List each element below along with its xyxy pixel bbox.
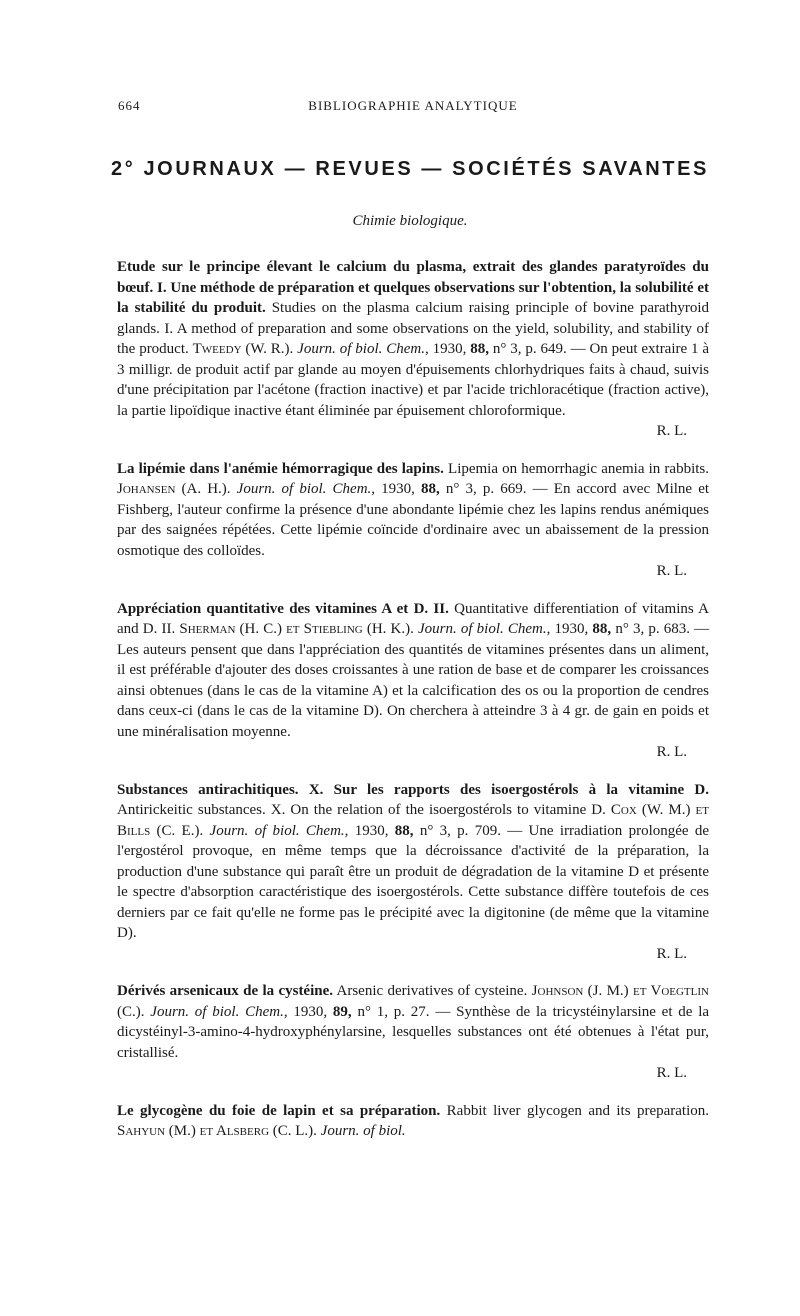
journal-name: Journ. of biol. Chem., — [209, 822, 349, 839]
abstract-text: — Les auteurs pensent que dans l'appréciation des quantités de vitamines présentes dans un aliment, il est préférable d'ajouter des doses croissantes à une ration de base et de comparer les croissances ainsi obtenues (dans le cas de la vitamine A) et la calcification des os ou la proportion de cendres dans ceux-ci (dans le cas de la vitamine D). On cherchera à atteindre 3 à 4 gr. de gain en poids et une minéralisation moyenne. — [117, 621, 710, 740]
article-tweedy — [117, 257, 709, 442]
article-title: Etude sur le principe élevant le calcium du plasma, extrait des glandes paratyroïdes du bœuf. I. Une méthode de préparation et quelques observations sur l'obtention, la solubilité et la stabilité du produit. — [117, 259, 709, 316]
article-cox — [117, 780, 709, 965]
journal-name: Journ. of biol. Chem., — [297, 341, 429, 357]
article-authors: Sahyun (M.) et Alsberg (C. L.). — [117, 1123, 317, 1139]
journal-name: Journ. of biol. — [320, 1123, 406, 1139]
journal-volume: 88, — [394, 822, 414, 839]
reviewer-signature: R. L. — [656, 945, 687, 962]
journal-name: Journ. of biol. Chem., — [150, 1003, 288, 1020]
journal-volume: 88, — [470, 341, 489, 357]
article-authors: Sherman (H. C.) et Stiebling (H. K.). — [179, 621, 414, 637]
journal-name: Journ. of biol. Chem., — [418, 621, 551, 637]
journal-year: 1930, — [293, 1003, 328, 1020]
journal-volume: 88, — [421, 481, 440, 497]
journal-issue: n° 1, p. 27. — [357, 1003, 430, 1020]
article-authors: Tweedy (W. R.). — [192, 341, 294, 357]
section-title: 2° JOURNAUX — REVUES — SOCIÉTÉS SAVANTES — [110, 158, 709, 180]
article-johansen — [117, 459, 709, 582]
journal-issue: n° 3, p. 683. — [615, 621, 690, 637]
journal-name: Journ. of biol. Chem., — [236, 481, 376, 497]
article-title: Le glycogène du foie de lapin et sa préparation. — [117, 1102, 441, 1119]
subsection-title: Chimie biologique. — [352, 213, 468, 229]
reviewer-signature: R. L. — [656, 1065, 687, 1081]
article-title: Dérivés arsenicaux de la cystéine. — [117, 983, 334, 999]
journal-year: 1930, — [554, 621, 589, 637]
article-authors: Cox (W. M.) et Bills (C. E.). — [117, 802, 709, 839]
article-sherman — [117, 599, 709, 763]
english-title: Antirickeitic substances. X. On the relation of the isoergostérols to vitamine D. — [117, 802, 606, 818]
article-title: Substances antirachitiques. X. Sur les rapports des isoergostérols à la vitamine D. — [117, 781, 709, 798]
journal-year: 1930, — [432, 341, 467, 357]
article-list — [117, 257, 709, 1142]
journal-volume: 88, — [592, 621, 612, 637]
abstract-text: — Synthèse de la tricystéinylarsine et de la dicystéinyl-3-amino-4-hydroxyphénylarsine, lesquelles substances ont été obtenues à l'état pur, cristallisé. — [117, 1003, 710, 1061]
article-johnson — [117, 981, 709, 1084]
article-title: Appréciation quantitative des vitamines A et D. II. — [117, 600, 449, 617]
article-sahyun — [117, 1101, 709, 1142]
reviewer-signature: R. L. — [656, 744, 687, 760]
english-title: Studies on the plasma calcium raising principle of bovine parathyroid glands. I. A method of preparation and some observations on the yield, solubility, and stability of the product. — [117, 300, 710, 357]
english-title: Lipemia on hemorrhagic anemia in rabbits. — [448, 460, 710, 477]
article-authors: Johansen (A. H.). — [117, 481, 231, 497]
page-number: 664 — [118, 98, 141, 113]
abstract-text: — En accord avec Milne et Fishberg, l'auteur confirme la présence d'une abondante lipémie chez les lapins rendus anémiques par des saignées répétées. Cette lipémie coïncide d'ordinaire avec un abaissement de la pression osmotique des colloïdes. — [117, 481, 710, 559]
running-header — [118, 98, 708, 118]
journal-issue: n° 3, p. 669. — [445, 481, 527, 497]
reviewer-signature: R. L. — [656, 423, 687, 439]
journal-year: 1930, — [381, 481, 415, 497]
english-title: Arsenic derivatives of cysteine. — [336, 983, 528, 999]
english-title: Quantitative differentiation of vitamins A and D. II. — [117, 600, 709, 637]
abstract-text: — On peut extraire 1 à 3 milligr. de produit actif par glande au moyen d'épuisements chlorhydriques faits à chaud, suivis d'une précipitation par l'acétone (fraction inactive) et par l'acide trichloracétique (fraction active), la partie lipoïdique inactive étant éliminée par épuisement chloroformique. — [117, 341, 710, 419]
abstract-text: — Une irradiation prolongée de l'ergostérol provoque, en même temps que la décroissance d'activité de la préparation, la production d'une substance qui paraît être un produit de dégradation de la vitamine D et présente le spectre d'absorption caractéristique des isoergostérols. Cette substance diffère toutefois de ces derniers par ce fait qu'elle ne forme pas le précipité avec la digitonine (de même que la vitamine D). — [117, 822, 710, 941]
running-title: BIBLIOGRAPHIE ANALYTIQUE — [308, 98, 518, 113]
article-authors: Johnson (J. M.) et Voegtlin (C.). — [117, 983, 709, 1020]
article-title: La lipémie dans l'anémie hémorragique des lapins. — [117, 460, 444, 477]
journal-volume: 89, — [332, 1003, 352, 1020]
english-title: Rabbit liver glycogen and its preparation. — [446, 1102, 710, 1119]
journal-issue: n° 3, p. 649. — [492, 341, 567, 357]
reviewer-signature: R. L. — [656, 563, 687, 579]
journal-year: 1930, — [354, 822, 389, 839]
journal-issue: n° 3, p. 709. — [419, 822, 501, 839]
